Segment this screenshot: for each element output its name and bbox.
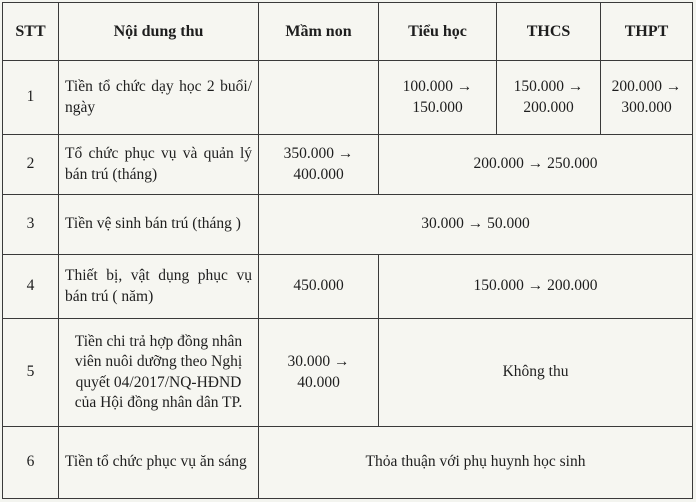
table-row: [3, 61, 693, 135]
row-content: Tiền tổ chức dạy học 2 buổi/ ngày: [59, 61, 259, 135]
row-content: Tổ chức phục vụ và quản lý bán trú (tháng): [59, 135, 259, 195]
row-number: 6: [3, 427, 59, 499]
table-row: [3, 255, 693, 319]
other-levels-cell: 150.000 → 200.000: [379, 255, 693, 319]
row-number: 2: [3, 135, 59, 195]
header-preschool: Mầm non: [259, 3, 379, 61]
row-content: Tiền tổ chức phục vụ ăn sáng: [59, 427, 259, 499]
other-levels-cell: Không thu: [379, 319, 693, 427]
row-number: 1: [3, 61, 59, 135]
header-secondary: THCS: [497, 3, 601, 61]
all-levels-cell: Thỏa thuận với phụ huynh học sinh: [259, 427, 693, 499]
row-content: Tiền chi trả hợp đồng nhân viên nuôi dưỡng theo Nghị quyết 04/2017/NQ-HĐND của Hội đồng nhân dân TP.: [59, 319, 259, 427]
header-content: Nội dung thu: [59, 3, 259, 61]
preschool-cell: [259, 61, 379, 135]
header-primary: Tiểu học: [379, 3, 497, 61]
row-number: 5: [3, 319, 59, 427]
row-content: Tiền vệ sinh bán trú (tháng ): [59, 195, 259, 255]
preschool-cell: 350.000 → 400.000: [259, 135, 379, 195]
preschool-cell: 30.000 → 40.000: [259, 319, 379, 427]
row-content: Thiết bị, vật dụng phục vụ bán trú ( năm): [59, 255, 259, 319]
table-row: [3, 195, 693, 255]
secondary-cell: 150.000 → 200.000: [497, 61, 601, 135]
table-row: [3, 319, 693, 427]
table-row: [3, 427, 693, 499]
all-levels-cell: 30.000 → 50.000: [259, 195, 693, 255]
header-row: [3, 3, 693, 61]
other-levels-cell: 200.000 → 250.000: [379, 135, 693, 195]
high-cell: 200.000 → 300.000: [601, 61, 693, 135]
header-high: THPT: [601, 3, 693, 61]
fee-table: [2, 2, 693, 499]
preschool-cell: 450.000: [259, 255, 379, 319]
row-number: 4: [3, 255, 59, 319]
table-row: [3, 135, 693, 195]
row-number: 3: [3, 195, 59, 255]
primary-cell: 100.000 → 150.000: [379, 61, 497, 135]
header-stt: STT: [3, 3, 59, 61]
